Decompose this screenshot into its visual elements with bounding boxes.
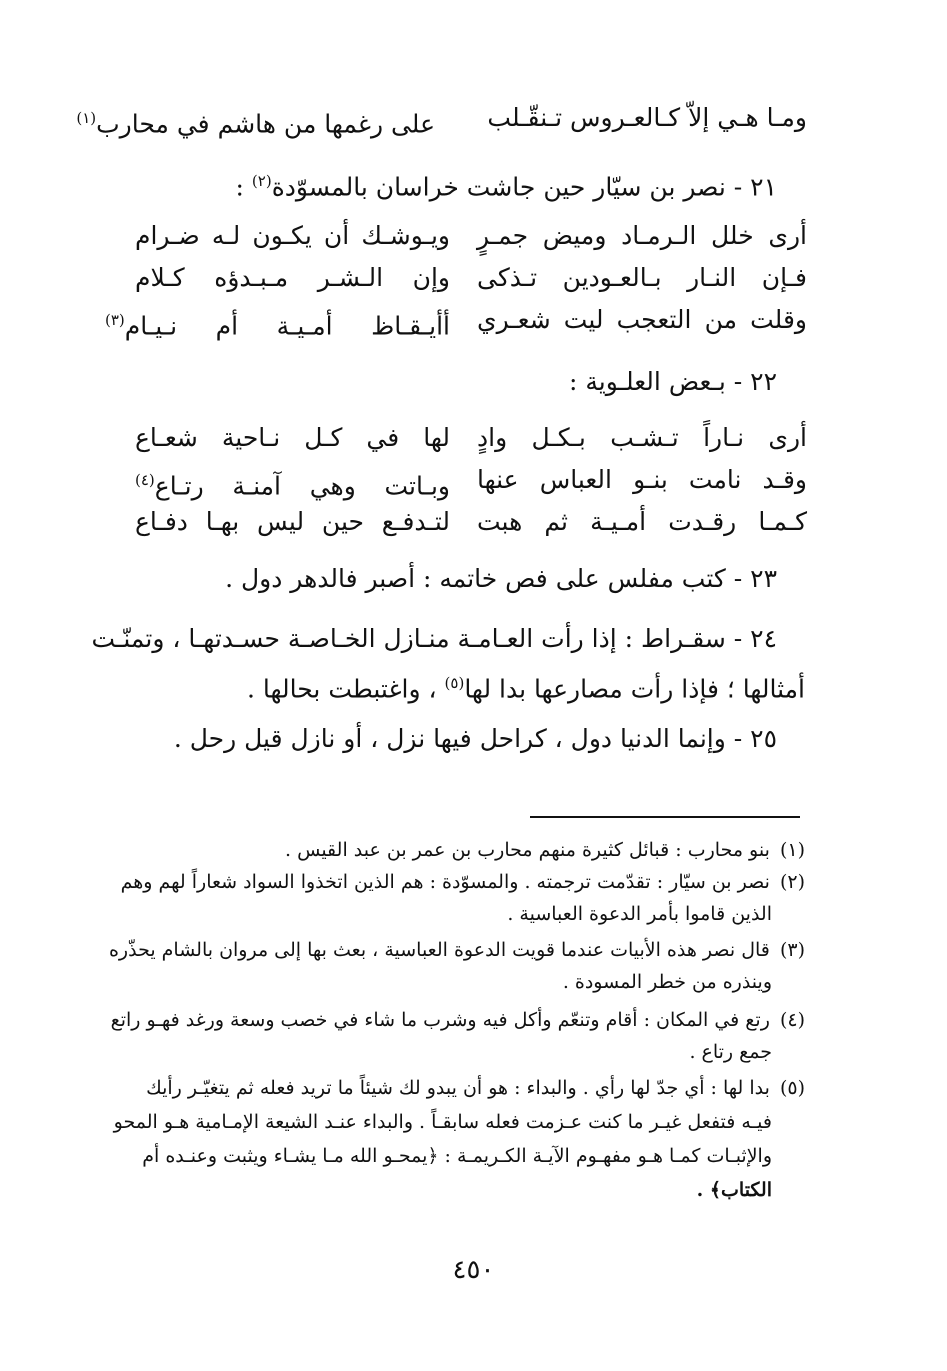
hemistich-right: أرى نـاراً تـشـب بـكـل وادٍ [477,423,807,452]
footnote-number: (١) [779,839,805,861]
verse-top-left-hemistich [76,98,435,144]
hemistich-left: لتـدفـع حين ليس بهـا دفـاع [135,507,450,536]
hemistich-left: وإن الـشـر مـبـدؤه كـلام [135,263,450,292]
footnote-number: (٥) [779,1077,805,1099]
hemistich-right: كـمـا رقـدت أمـيـة ثم هبت [477,507,807,536]
item-24-line-2 [105,666,805,706]
item-24-text-end: ، واغتبطت بحالها . [247,674,445,704]
hemistich-left [105,300,450,346]
footnote-text: رتع في المكان : أقام وتنعّم وأكل فيه وشرب ما شاء في خصب وسعة ورغد فهـو راتع [110,1009,770,1031]
footnote-5-cont-2: والإثبـات كمـا هـو مفهـوم الآيـة الكـريمـة : ﴿يمحـو الله مـا يشـاء ويثبت وعنـده أم [142,1145,772,1167]
footnote-2 [105,866,805,898]
verse-top [76,98,807,139]
hemistich-right: وقلت من التعجب ليت شعـري [477,305,807,334]
footnote-ref: (٣) [105,311,125,329]
footnote-4 [105,1004,805,1036]
footnote-3 [105,934,805,966]
hemistich-right: فـإن النـار بـالعـودين تـذكى [477,263,807,292]
footnote-1 [105,834,805,866]
hemistich-left-text: أأيـقـاظ أمـيـة أم نـيـام [124,311,450,341]
footnote-ref: (٥) [444,674,465,692]
item-24-line-1: ٢٤ - سقـراط : إذا رأت العـامـة منـازل الخـاصـة حسـدتهـا ، وتمنّـت [91,624,777,653]
item-22-heading: ٢٢ - بـعض العلـوية : [569,367,777,396]
footnote-separator [530,816,800,818]
footnote-number: (٣) [779,939,805,961]
poem-22-line-1 [105,418,807,458]
footnote-ref: (١) [76,109,97,127]
footnote-text: بدا لها : أي جدّ لها رأي . والبداء : هو أن يبدو لك شيئاً ما تريد فعله ثم يتغيّـر رأيك [146,1077,770,1099]
poem-21-line-3 [105,300,807,340]
footnote-text: قال نصر هذه الأبيات عندما قويت الدعوة العباسية ، بعث بها إلى مروان بالشام يحذّره [108,939,770,961]
footnote-number: (٢) [779,871,805,893]
poem-22-line-3 [105,502,807,542]
item-24-text: أمثالها ؛ فإذا رأت مصارعها بدا لها [464,674,805,704]
page-number: ٤٥٠ [452,1255,495,1285]
hemistich-left-text: وبـاتت وهي آمنـة رتـاع [154,471,450,501]
hemistich-left [135,460,450,506]
poem-21-line-2 [105,258,807,298]
footnote-5 [105,1072,805,1104]
verse-top-right-hemistich: ومـا هـي إلاّ كـالعـروس تـنقّـلب [487,103,807,132]
footnote-2-cont: الذين قاموا بأمر الدعوة العباسية . [507,903,772,925]
poem-21-line-1 [105,216,807,256]
footnote-ref: (٤) [135,471,155,489]
item-21-heading [105,164,777,204]
footnote-5-cont-3: الكتاب﴾ . [696,1179,772,1201]
footnote-number: (٤) [779,1009,805,1031]
item-23: ٢٣ - كتب مفلس على فص خاتمه : أصبر فالدهر دول . [225,564,777,593]
footnote-text: بنو محارب : قبائل كثيرة منهم محارب بن عمر بن عبد القيس . [285,839,770,861]
footnote-text: نصر بن سيّار : تقدّمت ترجمته . والمسوّدة : هم الذين اتخذوا السواد شعاراً لهم وهم [120,871,770,893]
item-21-tail: : [235,172,252,202]
hemistich-right: وقـد نامت بنـو العباس عنها [477,465,807,494]
footnote-ref: (٢) [251,172,272,190]
hemistich-right: أرى خلل الـرمـاد وميض جمـرٍ [477,221,807,250]
footnote-5-cont-1: فيـه فتفعل غيـر ما كنت عـزمت فعله سابقـاً . والبداء عنـد الشيعة الإمـامية هـو المحو [113,1111,772,1133]
hemistich-left: ويـوشـك أن يكـون لـه ضـرام [135,221,450,250]
footnote-4-cont: جمع رتاع . [689,1041,772,1063]
footnote-3-cont: وينذره من خطر المسودة . [562,971,772,993]
hemistich-left: لها في كـل نـاحية شعـاع [135,423,450,452]
item-25: ٢٥ - وإنما الدنيا دول ، كراحل فيها نزل ، أو نازل قيل رحل . [173,724,777,753]
item-21-text: ٢١ - نصر بن سيّار حين جاشت خراسان بالمسوّدة [271,172,777,202]
poem-22-line-2 [105,460,807,500]
verse-top-left-text: على رغمها من هاشم في محارب [96,109,435,139]
